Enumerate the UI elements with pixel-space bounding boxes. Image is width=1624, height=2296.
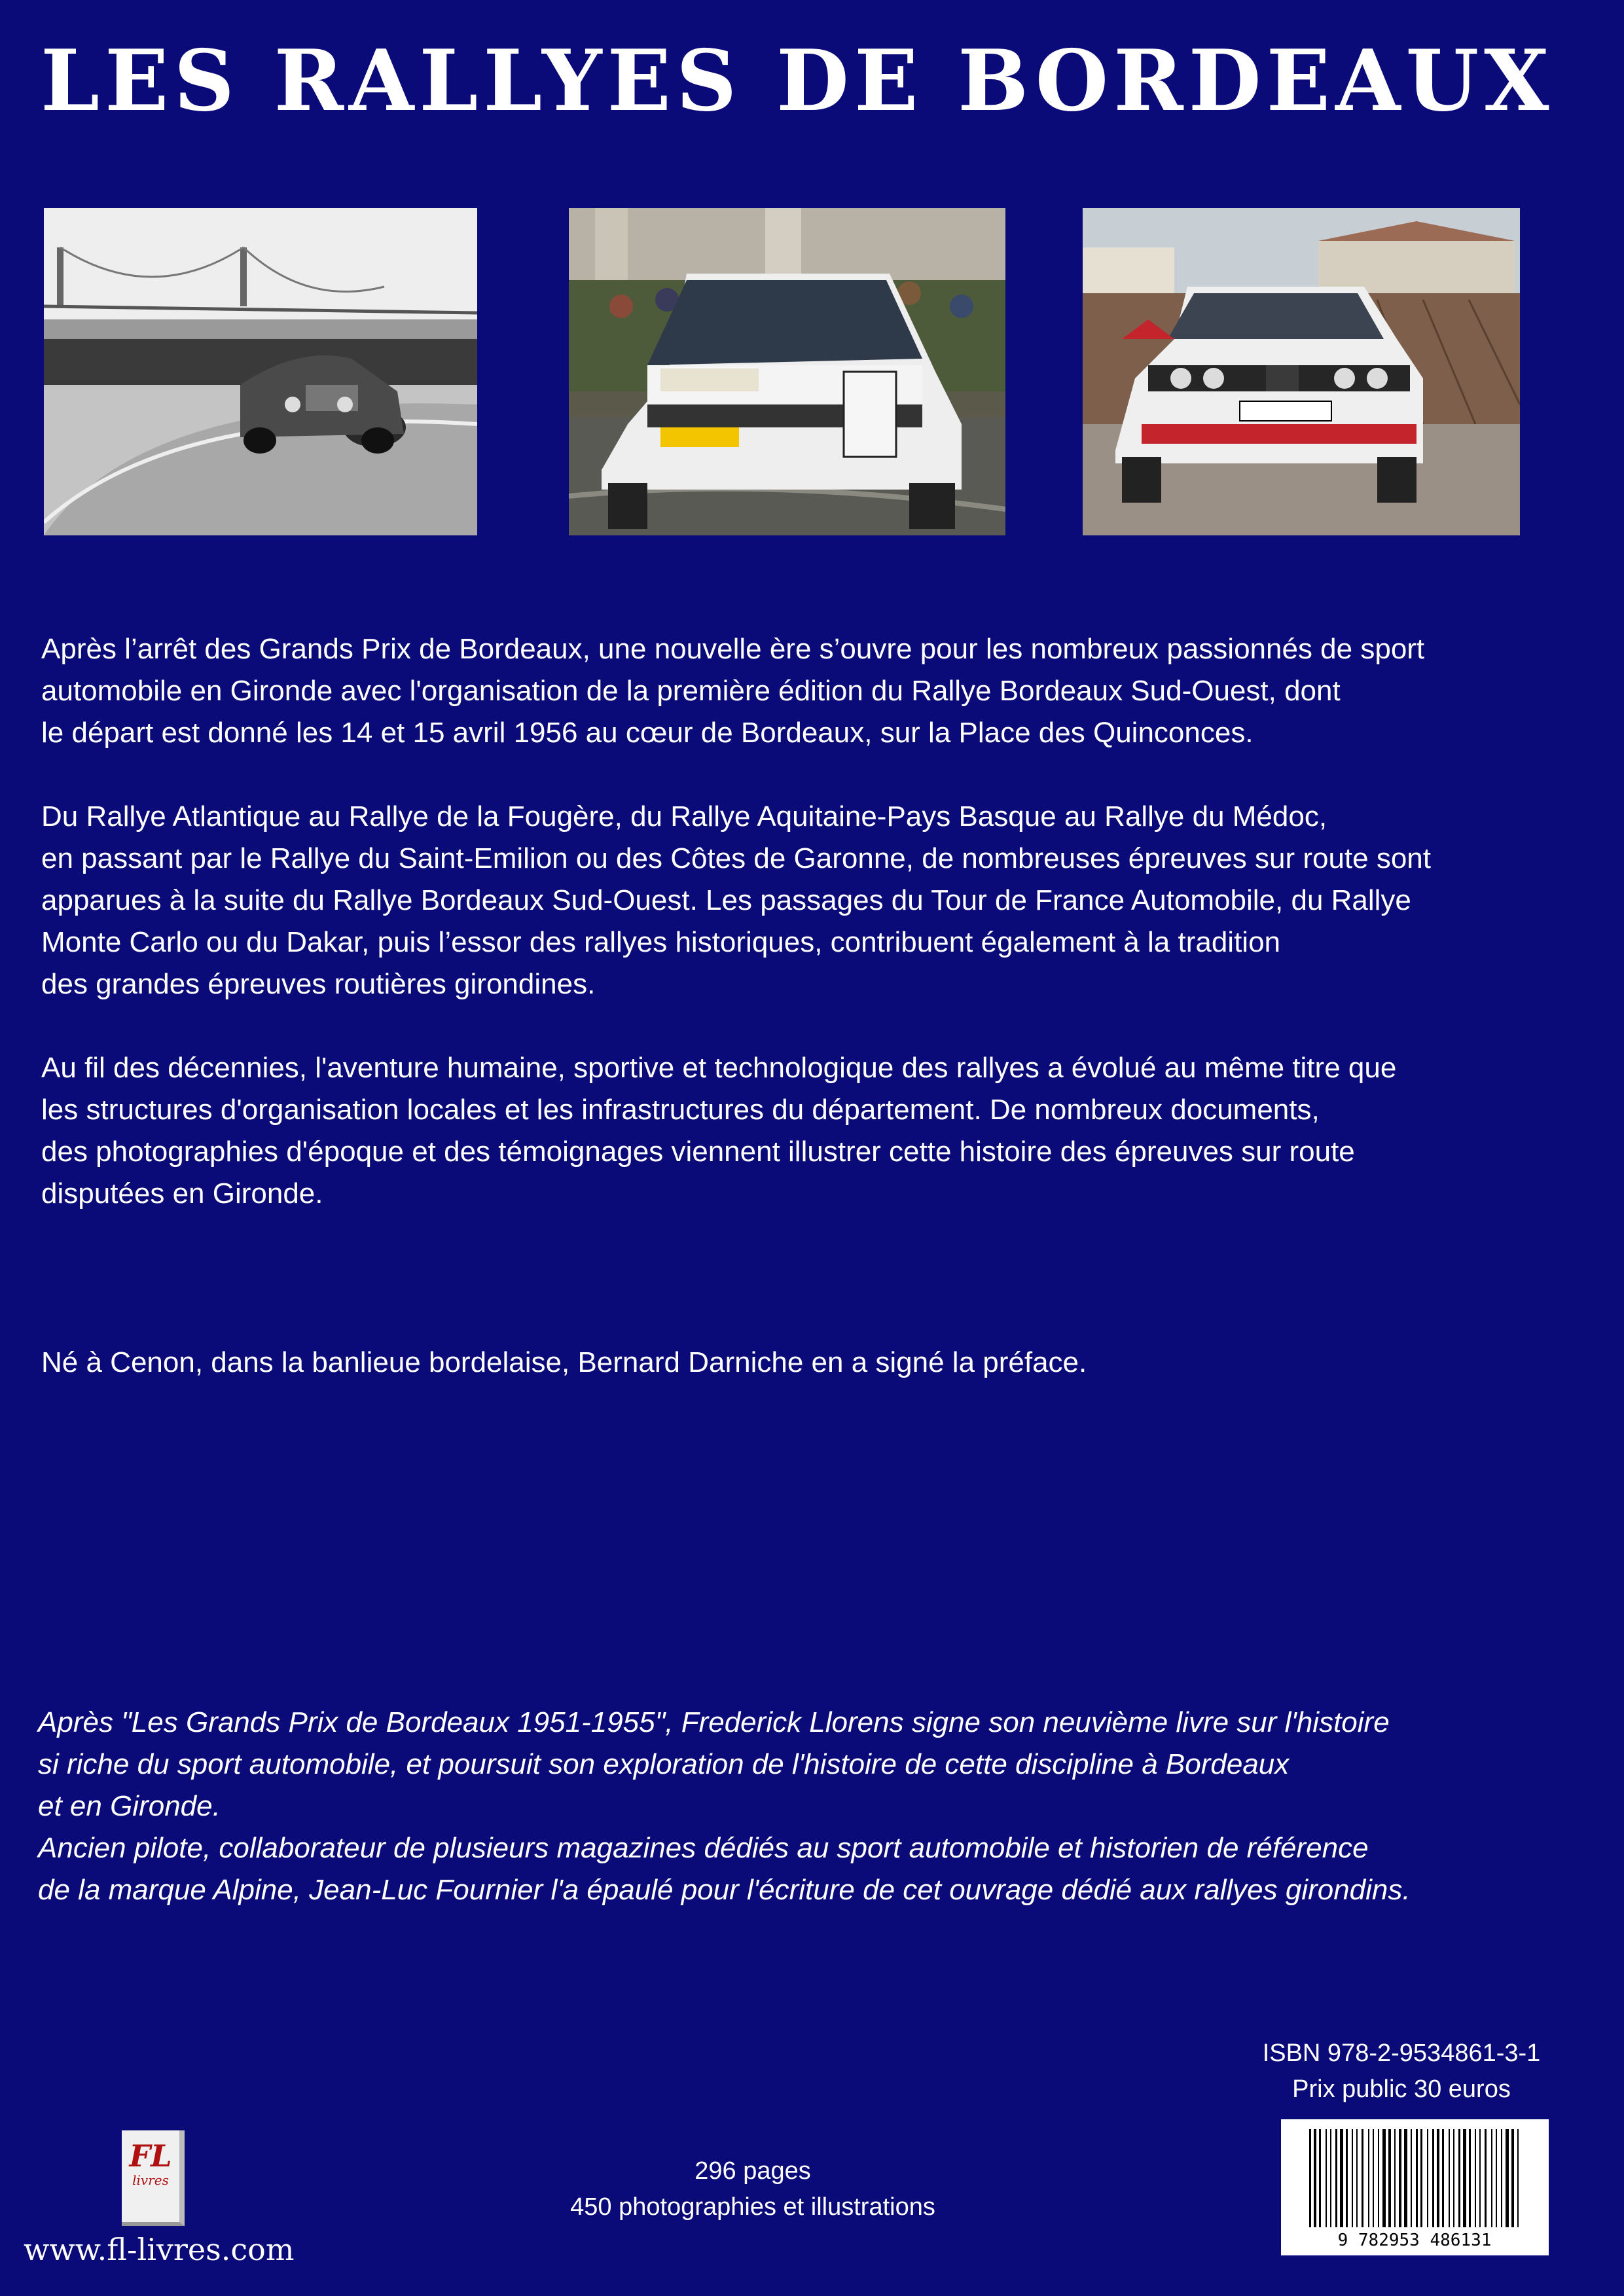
barcode-bar [1388, 2129, 1391, 2227]
barcode-bar [1356, 2129, 1358, 2227]
illustration-count: 450 photographies et illustrations [570, 2193, 935, 2221]
barcode-bar [1314, 2129, 1316, 2227]
barcode-digits: 9 782953 486131 [1337, 2231, 1492, 2250]
barcode-bar [1469, 2129, 1471, 2227]
barcode-bar [1501, 2129, 1502, 2227]
isbn-number: ISBN 978-2-9534861-3-1 [1262, 2039, 1541, 2067]
barcode-bar [1517, 2129, 1519, 2227]
preface-paragraph: Né à Cenon, dans la banlieue bordelaise, Bernard Darniche en a signé la préface. [41, 1346, 1087, 1378]
author-note: Après "Les Grands Prix de Bordeaux 1951-1955", Frederick Llorens signe son neuvième livre sur l'histoire si riche du sport automobile, et poursuit son exploration de l'histoire de cette discipline à Bordeaux et en Gironde. Ancien pilote, collaborateur de plusieurs magazines dédiés au sport automobile et historien de référence de la marque Alpine, Jean-Luc Fournier l'a épaulé pour l'écriture de cet ouvrage dédié aux rallyes girondins. [38, 1706, 1411, 1906]
barcode-bar [1326, 2129, 1327, 2227]
price: Prix public 30 euros [1292, 2075, 1511, 2103]
rally-photo-bmw-m3 [1083, 208, 1520, 535]
rallies-paragraph: Du Rallye Atlantique au Rallye de la Fougère, du Rallye Aquitaine-Pays Basque au Rallye du Médoc, en passant par le Rallye du Saint-Emilion ou des Côtes de Garonne, de nombreuses épreuves sur route sont apparues à la suite du Rallye Bordeaux Sud-Ouest. Les passages du Tour de France Automobile, du Rallye Monte Carlo ou du Dakar, puis l’essor des rallyes historiques, contribuent également à la tradition des grandes épreuves routières girondines. [41, 800, 1431, 1000]
isbn-price-block [1251, 2036, 1552, 2108]
barcode-bar [1309, 2129, 1311, 2227]
publisher-website: www.fl-livres.com [24, 2232, 295, 2267]
rally-photo-renault-5 [569, 208, 1005, 535]
page-count: 296 pages [695, 2157, 811, 2185]
barcode-bar [1458, 2129, 1460, 2227]
barcode-bar [1399, 2129, 1401, 2227]
barcode-bar [1340, 2129, 1343, 2227]
barcode-bar [1420, 2129, 1422, 2227]
intro-paragraph: Après l’arrêt des Grands Prix de Bordeaux, une nouvelle ère s’ouvre pour les nombreux passionnés de sport automobile en Gironde avec l'organisation de la première édition du Rallye Bordeaux Sud-Ouest, dont le départ est donné les 14 et 15 avril 1956 au cœur de Bordeaux, sur la Place des Quinconces. [41, 633, 1425, 749]
barcode-bar [1335, 2129, 1337, 2227]
barcode-bar [1479, 2129, 1481, 2227]
rally-photo-porsche-bw [44, 208, 477, 535]
book-stats [458, 2153, 1047, 2225]
book-title: LES RALLYES DE BORDEAUX [41, 32, 1555, 130]
publisher-logo: FL livres [122, 2130, 185, 2226]
history-paragraph: Au fil des décennies, l'aventure humaine, sportive et technologique des rallyes a évolué au même titre que les structures d'organisation locales et les infrastructures du département. De nombreux documents, des photographies d'époque et des témoignages viennent illustrer cette histoire des épreuves sur route disputées en Gironde. [41, 1052, 1397, 1210]
barcode-bar [1362, 2129, 1363, 2227]
barcode-bar [1496, 2129, 1497, 2227]
barcode-bar [1368, 2129, 1369, 2227]
barcode-bar [1416, 2129, 1418, 2227]
barcode-bar [1373, 2129, 1374, 2227]
barcode-bar [1346, 2129, 1348, 2227]
barcode-bar [1432, 2129, 1434, 2227]
barcode-bar [1449, 2129, 1450, 2227]
barcode-bar [1463, 2129, 1466, 2227]
barcode-bar [1453, 2129, 1454, 2227]
barcode-bar [1511, 2129, 1514, 2227]
barcode-bar [1394, 2129, 1396, 2227]
barcode [1281, 2119, 1549, 2255]
barcode-bar [1427, 2129, 1428, 2227]
barcode-bar [1442, 2129, 1444, 2227]
barcode-bar [1437, 2129, 1439, 2227]
barcode-bar [1378, 2129, 1379, 2227]
barcode-bar [1382, 2129, 1386, 2227]
barcode-bar [1404, 2129, 1407, 2227]
barcode-bar [1330, 2129, 1331, 2227]
barcode-bar [1491, 2129, 1492, 2227]
barcode-bar [1506, 2129, 1509, 2227]
barcode-bar [1411, 2129, 1412, 2227]
barcode-bar [1352, 2129, 1353, 2227]
barcode-bar [1319, 2129, 1321, 2227]
barcode-bar [1475, 2129, 1476, 2227]
barcode-bar [1485, 2129, 1487, 2227]
